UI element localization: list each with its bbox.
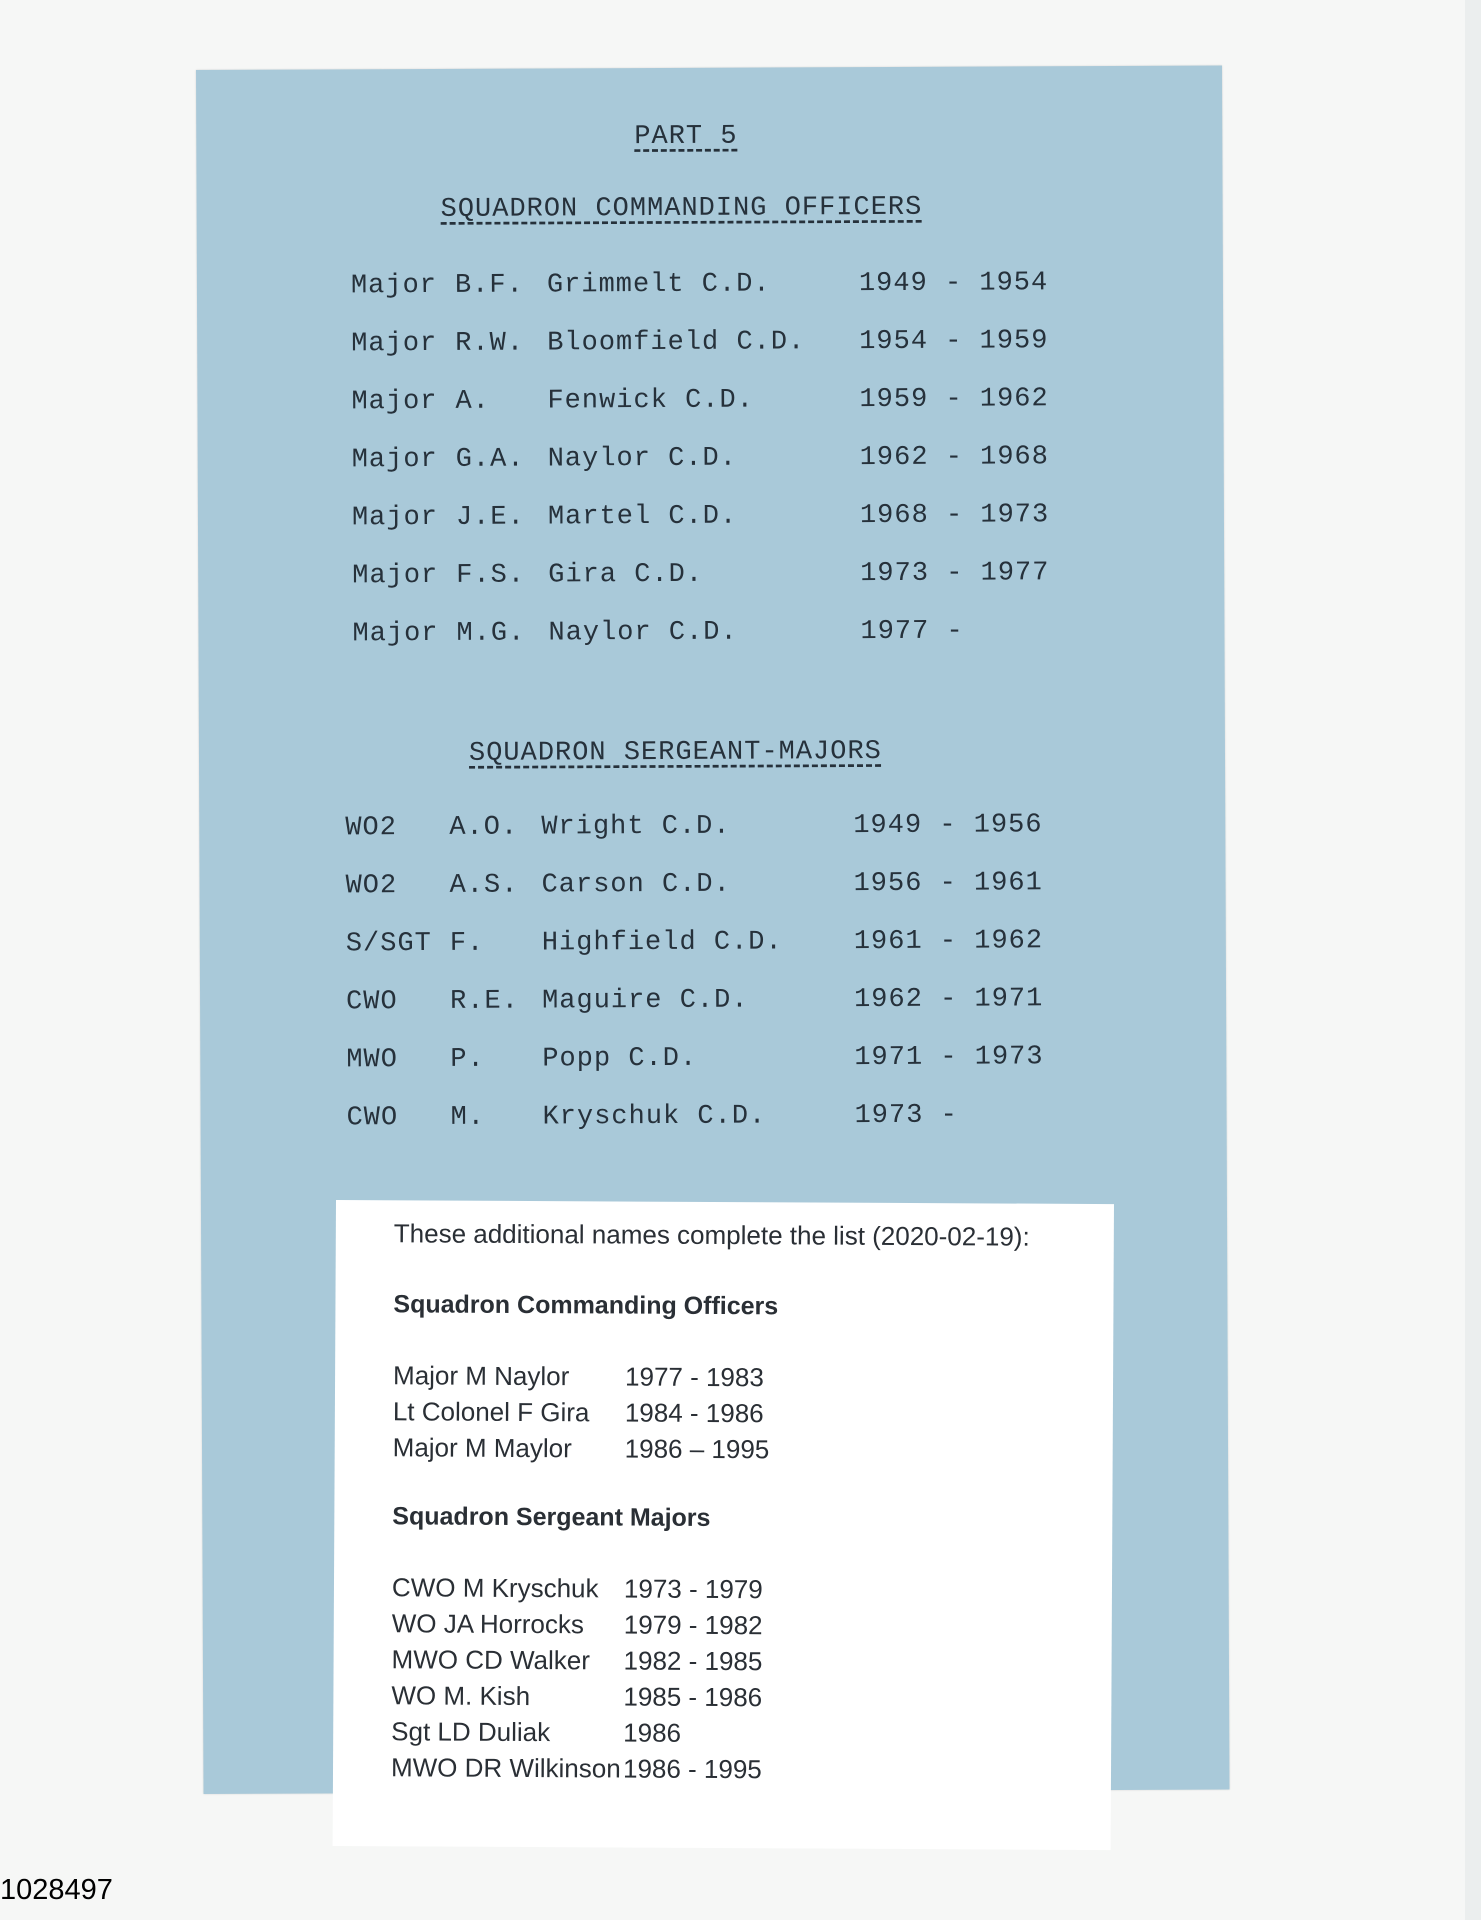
- list-item-years: 1977 - 1983: [625, 1361, 764, 1393]
- list-item-years: 1986 - 1995: [622, 1753, 762, 1785]
- list-item: Lt Colonel F Gira: [392, 1396, 590, 1428]
- list-item: Major M Naylor: [393, 1360, 570, 1392]
- list-item: MWO DR Wilkinson: [390, 1752, 621, 1784]
- list-item-years: 1973 - 1979: [623, 1573, 763, 1605]
- list-item: WO M. Kish: [391, 1680, 531, 1712]
- list-item-years: 1986: [623, 1717, 682, 1748]
- addendum-intro: These additional names complete the list (2020-02-19):: [393, 1218, 1030, 1252]
- addendum-box: [333, 1200, 1114, 1850]
- list-item-years: 1985 - 1986: [623, 1681, 763, 1713]
- scan-edge: [1465, 0, 1481, 1920]
- commanding-officers-heading: SQUADRON COMMANDING OFFICERS: [440, 192, 923, 225]
- part-title: PART 5: [634, 121, 738, 153]
- list-item: MWO CD Walker: [391, 1644, 591, 1676]
- list-item-years: 1982 - 1985: [623, 1645, 763, 1677]
- document-id: 1028497: [0, 1874, 113, 1906]
- sergeant-majors-heading: SQUADRON SERGEANT-MAJORS: [468, 737, 882, 769]
- list-item-years: 1979 - 1982: [623, 1609, 763, 1641]
- addendum-co-heading: Squadron Commanding Officers: [393, 1290, 779, 1321]
- list-item: Major M Maylor: [392, 1432, 572, 1464]
- list-item: WO JA Horrocks: [391, 1608, 585, 1640]
- list-item-years: 1984 - 1986: [624, 1397, 764, 1429]
- list-item-years: 1986 – 1995: [624, 1433, 770, 1465]
- list-item: CWO M Kryschuk: [391, 1572, 599, 1604]
- list-item: Sgt LD Duliak: [391, 1716, 551, 1748]
- addendum-ssm-heading: Squadron Sergeant Majors: [392, 1502, 711, 1532]
